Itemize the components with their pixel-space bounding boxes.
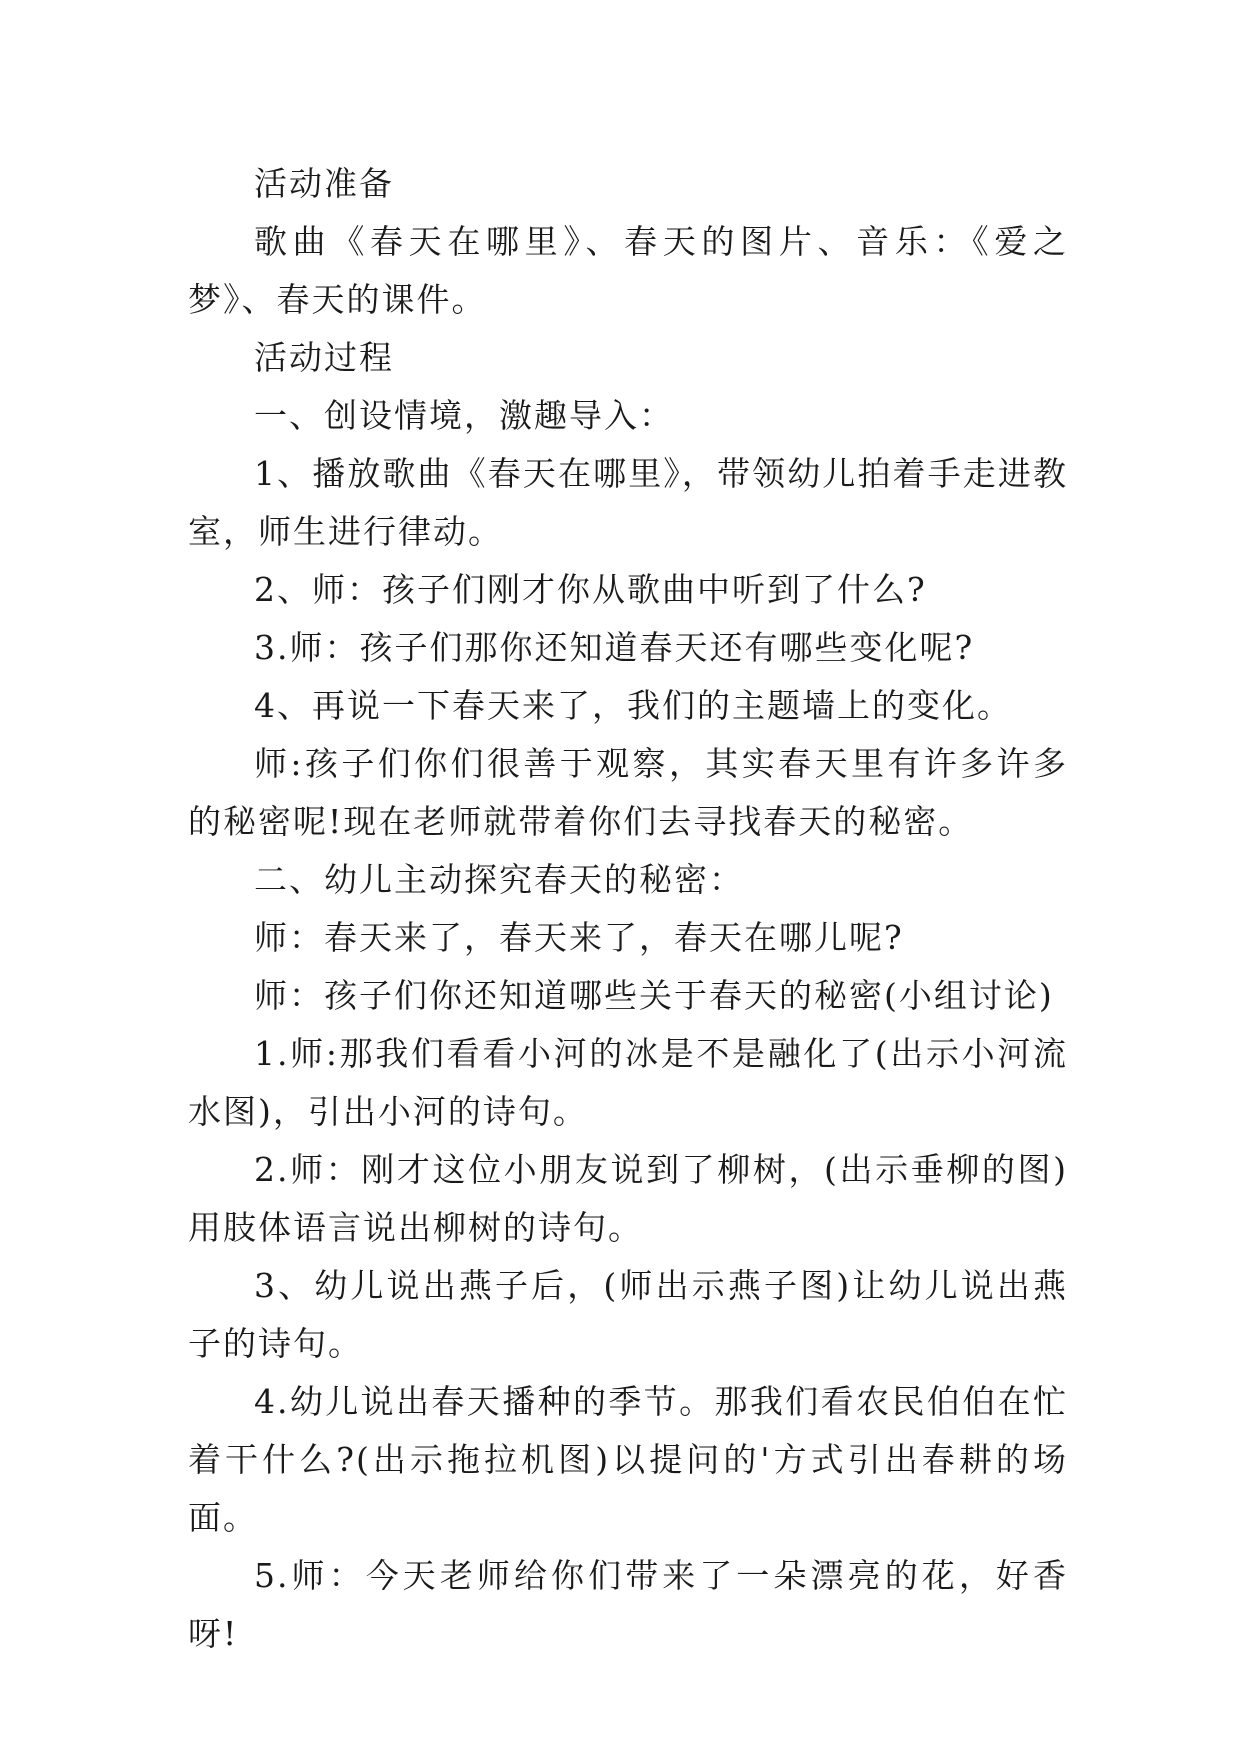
paragraph-teacher-question-1: 师：春天来了，春天来了，春天在哪儿呢?: [254, 918, 904, 957]
paragraph-step-one-title: 一、创设情境，激趣导入：: [254, 396, 674, 435]
paragraph-sub-item-4: 4.幼儿说出春天播种的季节。那我们看农民伯伯在忙着干什么?(出示拖拉机图)以提问的'方式引出春耕的场面。: [188, 1382, 1068, 1537]
section-heading-preparation: 活动准备: [254, 164, 394, 203]
document-body: [188, 155, 1068, 1663]
paragraph-item-1: 1、播放歌曲《春天在哪里》，带领幼儿拍着手走进教室，师生进行律动。: [188, 454, 1068, 551]
paragraph-materials: 歌曲《春天在哪里》、春天的图片、音乐：《爱之梦》、春天的课件。: [188, 222, 1068, 319]
paragraph-item-4: 4、再说一下春天来了，我们的主题墙上的变化。: [254, 686, 1012, 725]
paragraph-item-3: 3.师：孩子们那你还知道春天还有哪些变化呢?: [254, 628, 975, 667]
paragraph-teacher-remark: 师:孩子们你们很善于观察，其实春天里有许多许多的秘密呢!现在老师就带着你们去寻找春天的秘密。: [188, 744, 1068, 841]
paragraph-sub-item-1: 1.师:那我们看看小河的冰是不是融化了(出示小河流水图)，引出小河的诗句。: [188, 1034, 1068, 1131]
paragraph-item-2: 2、师：孩子们刚才你从歌曲中听到了什么?: [254, 570, 927, 609]
paragraph-step-two-title: 二、幼儿主动探究春天的秘密：: [254, 860, 744, 899]
paragraph-sub-item-3: 3、幼儿说出燕子后，(师出示燕子图)让幼儿说出燕子的诗句。: [188, 1266, 1068, 1363]
paragraph-sub-item-5: 5.师：今天老师给你们带来了一朵漂亮的花，好香呀!: [188, 1556, 1068, 1653]
paragraph-sub-item-2: 2.师：刚才这位小朋友说到了柳树，(出示垂柳的图)用肢体语言说出柳树的诗句。: [188, 1150, 1068, 1247]
section-heading-process: 活动过程: [254, 338, 394, 377]
paragraph-teacher-question-2: 师：孩子们你还知道哪些关于春天的秘密(小组讨论): [254, 976, 1054, 1015]
